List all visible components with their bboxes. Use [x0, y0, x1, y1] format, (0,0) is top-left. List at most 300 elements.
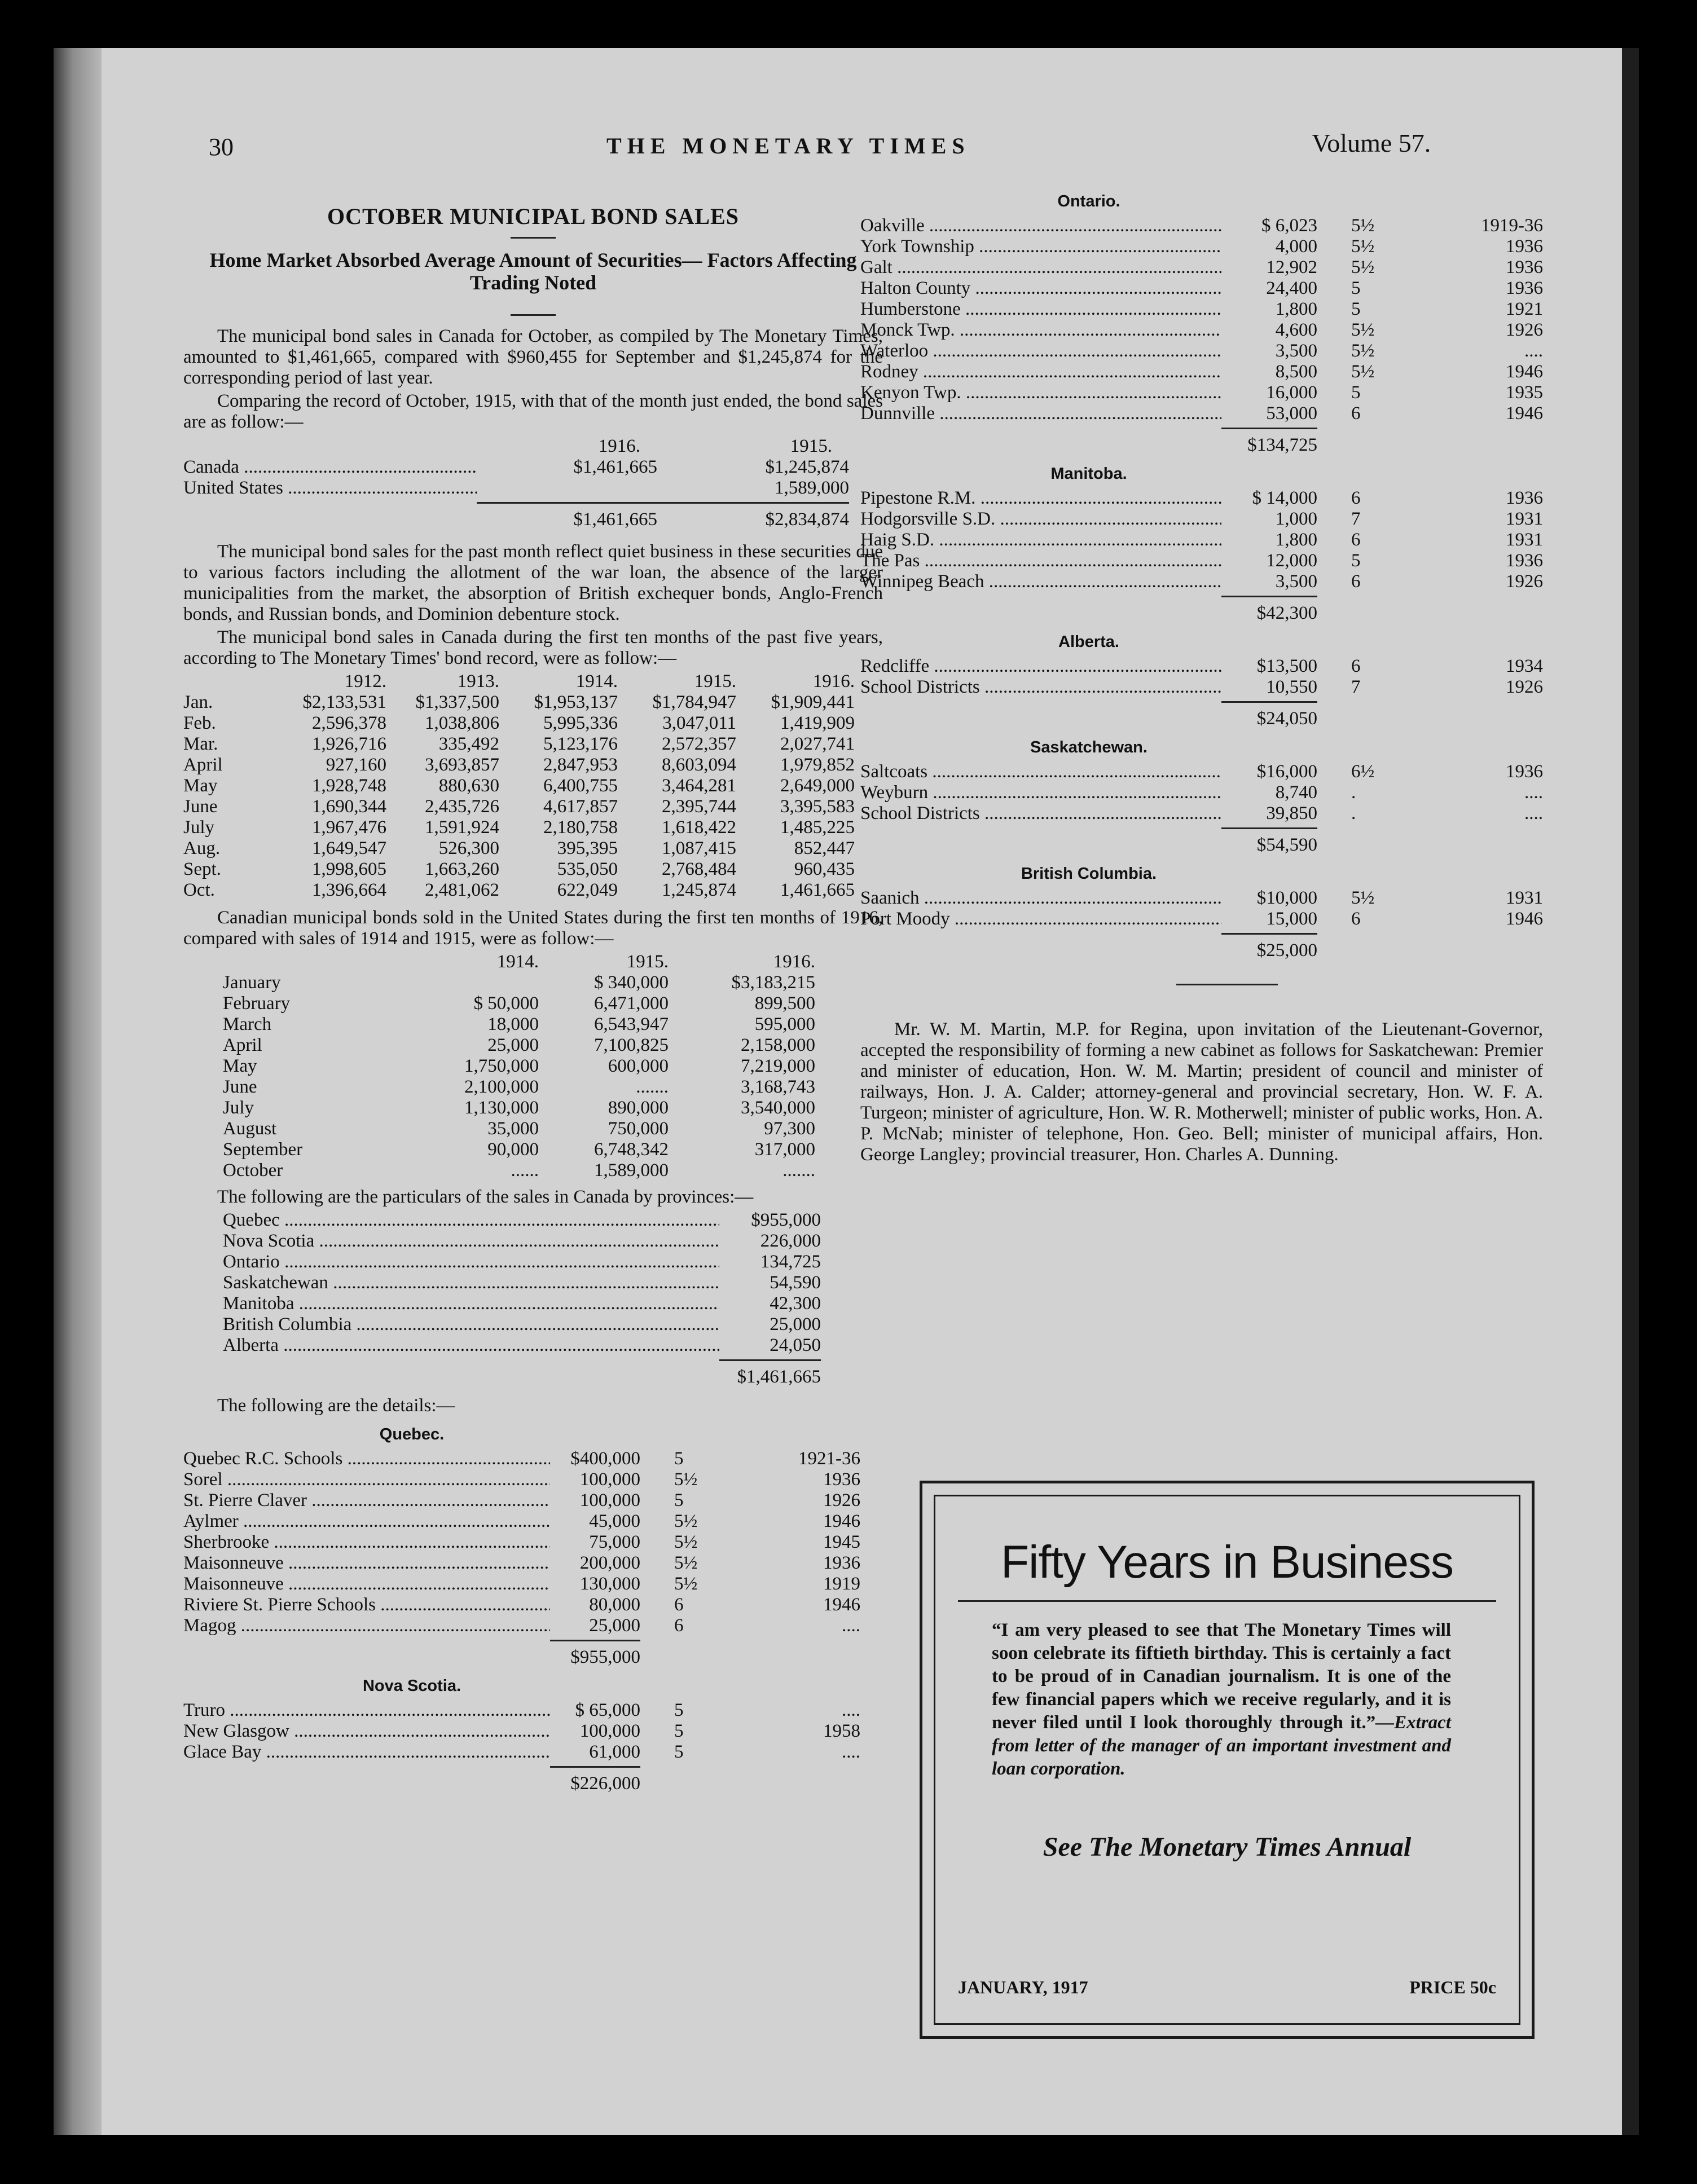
rate-cell: 6: [1351, 488, 1361, 508]
book-binding: [54, 48, 102, 2135]
province-name: Ontario .....: [223, 1252, 719, 1272]
section-total-row: [860, 596, 1543, 624]
value-cell: 2,596,378: [312, 713, 386, 733]
amount-cell: 1,800: [1275, 530, 1317, 550]
table-row: [183, 776, 883, 796]
section-total: $955,000: [550, 1640, 640, 1668]
maturity-cell: 1946: [1506, 362, 1543, 382]
rate-cell: 5½: [1351, 320, 1375, 340]
municipality-label: [860, 761, 1221, 782]
amount-cell: 100,000: [579, 1721, 640, 1741]
value-cell: .......: [636, 1077, 669, 1097]
table-row: [860, 530, 1543, 551]
amount-cell: 12,902: [1266, 257, 1317, 278]
table-row: [860, 761, 1543, 782]
article-title: OCTOBER MUNICIPAL BOND SALES: [327, 204, 739, 229]
value-cell: 890,000: [608, 1098, 669, 1118]
value-cell: 335,492: [438, 734, 499, 754]
value-cell: 3,168,743: [741, 1077, 815, 1097]
detail-section: [183, 1424, 883, 1668]
comparison-table: [183, 436, 883, 530]
amount-cell: 75,000: [589, 1532, 640, 1552]
rate-cell: 5: [1351, 382, 1361, 403]
value-cell: 1,589,000: [594, 1160, 669, 1181]
amount-cell: 4,000: [1275, 236, 1317, 257]
value-cell: 1,485,225: [780, 817, 855, 838]
paragraph-five-year: The municipal bond sales in Canada during the first ten months of the past five years, according to The Monetary Times' bond record, were as follow:—: [183, 627, 883, 668]
province-heading: Alberta.: [1058, 633, 1119, 651]
municipality-label: [860, 656, 1221, 677]
value-cell: 622,049: [557, 880, 618, 900]
table-row: [183, 755, 883, 776]
amount-cell: 16,000: [1266, 382, 1317, 403]
article-subtitle: Home Market Absorbed Average Amount of Securities— Factors Affecting Trading Noted: [209, 249, 857, 294]
municipality-name: Pipestone R.M. .....: [860, 488, 1221, 508]
row-label-text: Canada .....: [183, 457, 477, 477]
value-cell: 1,663,260: [425, 859, 499, 879]
value-cell: 3,693,857: [425, 755, 499, 775]
municipality-label: [860, 530, 1221, 551]
table-row: [183, 478, 883, 499]
value-cell: 2,395,744: [662, 796, 736, 817]
value-cell: 317,000: [754, 1139, 815, 1160]
municipality-name: Quebec R.C. Schools .....: [183, 1448, 550, 1469]
month-label: April: [183, 755, 223, 775]
rate-cell: 6: [1351, 403, 1361, 424]
province-label: [223, 1314, 719, 1335]
municipality-label: [860, 782, 1221, 803]
table-row: [183, 1511, 883, 1532]
value-cell: 1,461,665: [780, 880, 855, 900]
table-row: [183, 1448, 883, 1469]
maturity-cell: 1946: [823, 1595, 860, 1615]
municipality-label: [183, 1448, 550, 1469]
year-header: 1914.: [575, 671, 618, 692]
value-cell: 960,435: [794, 859, 855, 879]
paragraph-intro: The municipal bond sales in Canada for October, as compiled by The Monetary Times, amounted to $1,461,665, compared with $960,455 for September and $1,245,874 for the corresponding period of last year.: [183, 326, 883, 388]
value-cell: 1,750,000: [464, 1056, 539, 1076]
province-name: Nova Scotia .....: [223, 1231, 719, 1251]
rate-cell: 5½: [674, 1511, 698, 1531]
value-cell: 97,300: [764, 1119, 815, 1139]
municipality-name: Magog .....: [183, 1615, 550, 1636]
municipality-name: Redcliffe .....: [860, 656, 1221, 676]
amount-cell: 3,500: [1275, 571, 1317, 592]
municipality-name: Haig S.D. .....: [860, 530, 1221, 550]
rate-cell: 5: [674, 1721, 684, 1741]
rate-cell: 5: [674, 1448, 684, 1469]
month-label: Jan.: [183, 692, 213, 712]
maturity-cell: 1958: [823, 1721, 860, 1741]
table-row: [860, 403, 1543, 424]
month-label: March: [223, 1014, 272, 1034]
municipality-name: Waterloo .....: [860, 341, 1221, 361]
table-row: [223, 1231, 821, 1252]
amount-cell: 80,000: [589, 1595, 640, 1615]
paragraph-compare: Comparing the record of October, 1915, with that of the month just ended, the bond sales are as follow:—: [183, 391, 883, 432]
municipality-label: [860, 278, 1221, 299]
value-cell: 2,435,726: [425, 796, 499, 817]
rate-cell: 5: [1351, 278, 1361, 298]
province-amount: 226,000: [760, 1231, 821, 1251]
province-label: [223, 1252, 719, 1272]
section-total-row: [860, 428, 1543, 456]
detail-section: [860, 464, 1543, 624]
amount-cell: 24,400: [1266, 278, 1317, 298]
value-cell: 2,572,357: [662, 734, 736, 754]
table-row: [223, 1252, 821, 1272]
value-cell: $1,784,947: [652, 692, 736, 712]
amount-cell: 1,000: [1275, 509, 1317, 529]
value-cell: 2,768,484: [662, 859, 736, 879]
table-row: [860, 257, 1543, 278]
table-row: [183, 713, 883, 734]
amount-cell: 1,800: [1275, 299, 1317, 319]
rate-cell: 5½: [674, 1574, 698, 1594]
value-cell: 5,123,176: [543, 734, 618, 754]
table-row: [860, 278, 1543, 299]
province-name: Alberta .....: [223, 1335, 719, 1355]
advertisement-inner-frame: [934, 1495, 1520, 2025]
table-row: [223, 1056, 883, 1077]
detail-section: [860, 737, 1543, 856]
municipality-label: [860, 382, 1221, 403]
value-cell: 2,100,000: [464, 1077, 539, 1097]
table-row: [183, 1574, 883, 1595]
publication-title: THE MONETARY TIMES: [606, 133, 970, 158]
province-name: Saskatchewan .....: [223, 1272, 719, 1293]
value-1916: $1,461,665: [573, 457, 657, 477]
maturity-cell: 1936: [823, 1469, 860, 1490]
municipality-label: [860, 909, 1221, 930]
rate-cell: 6: [674, 1595, 684, 1615]
municipality-name: Rodney .....: [860, 362, 1221, 382]
rate-cell: 6: [674, 1615, 684, 1636]
value-cell: 1,245,874: [662, 880, 736, 900]
maturity-cell: 1936: [1506, 257, 1543, 278]
province-amount: 134,725: [760, 1252, 821, 1272]
table-row: [860, 488, 1543, 509]
table-row: [223, 1014, 883, 1035]
section-rule: [1176, 984, 1278, 985]
municipality-label: [860, 571, 1221, 592]
rate-cell: 5½: [1351, 215, 1375, 236]
value-cell: 1,419,909: [780, 713, 855, 733]
value-1915: 1,589,000: [775, 478, 849, 498]
value-cell: 2,158,000: [741, 1035, 815, 1055]
value-cell: 1,618,422: [662, 817, 736, 838]
amount-cell: $ 14,000: [1252, 488, 1317, 508]
municipality-label: [860, 488, 1221, 509]
province-amount: 25,000: [770, 1314, 821, 1335]
table-row: [860, 656, 1543, 677]
value-cell: $ 50,000: [473, 993, 539, 1014]
detail-section: [860, 191, 1543, 456]
municipality-name: Aylmer .....: [183, 1511, 550, 1531]
rate-cell: 6: [1351, 530, 1361, 550]
amount-cell: 12,000: [1266, 551, 1317, 571]
table-row: [183, 1595, 883, 1615]
rate-cell: 5: [674, 1742, 684, 1762]
table-row: [860, 677, 1543, 698]
table-row: [223, 993, 883, 1014]
page: [54, 48, 1622, 2135]
month-label: October: [223, 1160, 283, 1181]
maturity-cell: 1926: [823, 1490, 860, 1511]
rate-cell: 6: [1351, 571, 1361, 592]
month-label: Sept.: [183, 859, 221, 879]
paragraph-cabinet: Mr. W. M. Martin, M.P. for Regina, upon invitation of the Lieutenant-Governor, accepted the responsibility of forming a new cabinet as follows for Saskatchewan: Premier and minister of education, Hon. W. M. Martin; president of council and minister of railways, Hon. J. A. Calder; attorney-general and provincial secretary, Hon. W. F. A. Turgeon; minister of agriculture, Hon. W. R. Motherwell; minister of public works, Hon. A. P. McNab; minister of telephone, Hon. Geo. Bell; minister of municipal affairs, Hon. George Langley; provincial treasurer, Hon. Charles A. Dunning.: [860, 1019, 1543, 1165]
municipality-label: [183, 1700, 550, 1721]
value-cell: 2,847,953: [543, 755, 618, 775]
municipality-label: [183, 1511, 550, 1532]
value-cell: 6,400,755: [543, 776, 618, 796]
municipality-label: [860, 362, 1221, 382]
maturity-cell: ....: [1524, 803, 1543, 824]
section-total-row: [183, 1766, 883, 1794]
municipality-label: [860, 236, 1221, 257]
municipality-name: Kenyon Twp. .....: [860, 382, 1221, 403]
maturity-cell: 1936: [1506, 236, 1543, 257]
value-cell: 2,180,758: [543, 817, 618, 838]
table-row: [860, 551, 1543, 571]
province-label: [223, 1335, 719, 1356]
month-label: June: [223, 1077, 257, 1097]
ad-quote-attribution: —Extract from letter of the manager of an important investment and loan corporation.: [992, 1712, 1451, 1779]
maturity-cell: 1946: [1506, 909, 1543, 929]
value-cell: 7,219,000: [741, 1056, 815, 1076]
maturity-cell: 1921-36: [798, 1448, 860, 1469]
maturity-cell: 1946: [1506, 403, 1543, 424]
value-cell: 750,000: [608, 1119, 669, 1139]
subtitle-rule: [511, 314, 556, 316]
amount-cell: 100,000: [579, 1490, 640, 1511]
rate-cell: 6½: [1351, 761, 1375, 782]
rate-cell: 6: [1351, 909, 1361, 929]
maturity-cell: 1931: [1506, 509, 1543, 529]
table-row: [860, 341, 1543, 362]
value-cell: 8,603,094: [662, 755, 736, 775]
blank-header: [223, 952, 403, 972]
amount-cell: 4,600: [1275, 320, 1317, 340]
municipality-name: Saltcoats .....: [860, 761, 1221, 782]
amount-cell: $400,000: [570, 1448, 640, 1469]
municipality-label: [860, 803, 1221, 824]
province-heading: Manitoba.: [1050, 465, 1127, 483]
province-amount: 42,300: [770, 1293, 821, 1314]
value-cell: 4,617,857: [543, 796, 618, 817]
right-column: [860, 192, 1543, 1168]
row-label: [183, 457, 477, 478]
section-total: $42,300: [1221, 596, 1317, 624]
amount-cell: 100,000: [579, 1469, 640, 1490]
title-rule: [511, 237, 556, 239]
table-row: [223, 1210, 821, 1231]
table-row: [183, 1469, 883, 1490]
paragraph-details: The following are the details:—: [217, 1395, 455, 1416]
value-cell: .......: [782, 1160, 815, 1181]
table-row: [183, 1615, 883, 1636]
row-label: [183, 478, 477, 499]
detail-section: [860, 632, 1543, 729]
rate-cell: 5: [1351, 299, 1361, 319]
maturity-cell: 1931: [1506, 530, 1543, 550]
year-header: 1912.: [344, 671, 386, 692]
ad-call-to-action: See The Monetary Times Annual: [1043, 1832, 1412, 1862]
province-amount: 24,050: [770, 1335, 821, 1355]
section-total-row: [183, 1640, 883, 1668]
value-cell: $1,953,137: [534, 692, 618, 712]
table-row: [860, 803, 1543, 824]
maturity-cell: ....: [842, 1700, 860, 1720]
value-cell: 852,447: [794, 838, 855, 858]
municipality-label: [183, 1742, 550, 1763]
municipality-name: The Pas .....: [860, 551, 1221, 571]
province-name: British Columbia .....: [223, 1314, 719, 1335]
value-cell: 535,050: [557, 859, 618, 879]
page-header: [54, 129, 1622, 178]
value-cell: 25,000: [487, 1035, 539, 1055]
municipality-label: [860, 403, 1221, 424]
municipality-name: St. Pierre Claver .....: [183, 1490, 550, 1511]
value-cell: 2,481,062: [425, 880, 499, 900]
table-row: [860, 299, 1543, 320]
rate-cell: 5: [1351, 551, 1361, 571]
municipality-label: [183, 1532, 550, 1553]
value-cell: 1,979,852: [780, 755, 855, 775]
rate-cell: .: [1351, 782, 1356, 803]
month-label: July: [183, 817, 215, 838]
table-row: [860, 320, 1543, 341]
municipality-label: [860, 341, 1221, 362]
table-row: [183, 734, 883, 755]
table-row: [183, 1490, 883, 1511]
month-label: August: [223, 1119, 277, 1139]
municipality-name: Port Moody .....: [860, 909, 1221, 929]
table-row: [183, 817, 883, 838]
year-header: 1916.: [812, 671, 855, 692]
municipality-label: [183, 1574, 550, 1595]
value-cell: 1,928,748: [312, 776, 386, 796]
value-cell: 880,630: [438, 776, 499, 796]
five-year-table: [183, 671, 883, 901]
municipality-name: Dunnville .....: [860, 403, 1221, 424]
table-row: [860, 571, 1543, 592]
maturity-cell: 1936: [1506, 551, 1543, 571]
maturity-cell: 1936: [1506, 761, 1543, 782]
municipality-name: Truro .....: [183, 1700, 550, 1720]
section-total-row: [860, 701, 1543, 729]
section-total-row: [860, 933, 1543, 961]
table-row: [183, 1553, 883, 1574]
table-row: [860, 888, 1543, 909]
table-row: [183, 1700, 883, 1721]
value-cell: 1,591,924: [425, 817, 499, 838]
month-label: February: [223, 993, 291, 1014]
municipality-name: Halton County .....: [860, 278, 1221, 298]
month-label: May: [223, 1056, 257, 1076]
volume-label: Volume 57.: [1312, 129, 1431, 157]
table-row: [223, 1077, 883, 1098]
municipality-label: [183, 1721, 550, 1742]
municipality-name: Sorel .....: [183, 1469, 550, 1490]
amount-cell: 8,500: [1275, 362, 1317, 382]
rate-cell: 5½: [674, 1469, 698, 1490]
amount-cell: 15,000: [1266, 909, 1317, 929]
ad-quote: [992, 1619, 1451, 1781]
rate-cell: 5½: [1351, 362, 1375, 382]
table-row: [183, 859, 883, 880]
ad-date: JANUARY, 1917: [958, 1977, 1088, 1997]
municipality-name: Maisonneuve .....: [183, 1574, 550, 1594]
table-row: [860, 382, 1543, 403]
rate-cell: 5½: [1351, 888, 1375, 908]
municipality-name: Monck Twp. .....: [860, 320, 1221, 340]
municipality-label: [860, 551, 1221, 571]
table-row: [860, 236, 1543, 257]
amount-cell: 130,000: [579, 1574, 640, 1594]
rate-cell: 7: [1351, 677, 1361, 697]
value-cell: 395,395: [557, 838, 618, 858]
comparison-total: $2,834,874: [657, 502, 849, 530]
value-cell: 1,130,000: [464, 1098, 539, 1118]
value-cell: 2,649,000: [780, 776, 855, 796]
value-cell: $ 340,000: [594, 972, 669, 993]
municipality-name: Maisonneuve .....: [183, 1553, 550, 1573]
table-row: [183, 796, 883, 817]
paragraph-quiet-business: The municipal bond sales for the past month reflect quiet business in these securities due to various factors including the allotment of the war loan, the absence of the larger municipalities from the market, the absorption of British exchequer bonds, Anglo-French bonds, and Russian bonds, and Dominion debenture stock.: [183, 541, 883, 624]
municipality-label: [860, 888, 1221, 909]
paragraph-us-sales: Canadian municipal bonds sold in the United States during the first ten months of 1916, compared with sales of 1914 and 1915, were as follow:—: [183, 908, 883, 949]
section-total: $24,050: [1221, 701, 1317, 729]
value-cell: 7,100,825: [594, 1035, 669, 1055]
amount-cell: $ 6,023: [1261, 215, 1317, 236]
maturity-cell: ....: [842, 1742, 860, 1762]
table-row: [223, 1035, 883, 1056]
value-cell: 35,000: [487, 1119, 539, 1139]
amount-cell: 45,000: [589, 1511, 640, 1531]
year-header: 1915.: [790, 436, 832, 456]
municipality-label: [860, 677, 1221, 698]
rate-cell: 5½: [1351, 236, 1375, 257]
year-header: 1914.: [496, 952, 539, 972]
year-header: 1916.: [773, 952, 815, 972]
table-row: [860, 215, 1543, 236]
province-label: [223, 1272, 719, 1293]
value-cell: 1,649,547: [312, 838, 386, 858]
table-row: [223, 1139, 883, 1160]
table-row: [223, 1272, 821, 1293]
province-table: [223, 1210, 821, 1388]
us-sales-table: [223, 952, 883, 1181]
month-label: Aug.: [183, 838, 221, 858]
table-row: [860, 509, 1543, 530]
province-label: [223, 1231, 719, 1252]
value-cell: 5,995,336: [543, 713, 618, 733]
value-cell: 899,500: [754, 993, 815, 1014]
year-header: 1915.: [694, 671, 736, 692]
value-cell: 90,000: [487, 1139, 539, 1160]
value-cell: 600,000: [608, 1056, 669, 1076]
maturity-cell: 1931: [1506, 888, 1543, 908]
municipality-label: [860, 509, 1221, 530]
left-column: [183, 206, 883, 1794]
value-cell: 6,471,000: [594, 993, 669, 1014]
maturity-cell: 1946: [823, 1511, 860, 1531]
table-row: [223, 1119, 883, 1139]
municipality-label: [860, 320, 1221, 341]
maturity-cell: 1934: [1506, 656, 1543, 676]
